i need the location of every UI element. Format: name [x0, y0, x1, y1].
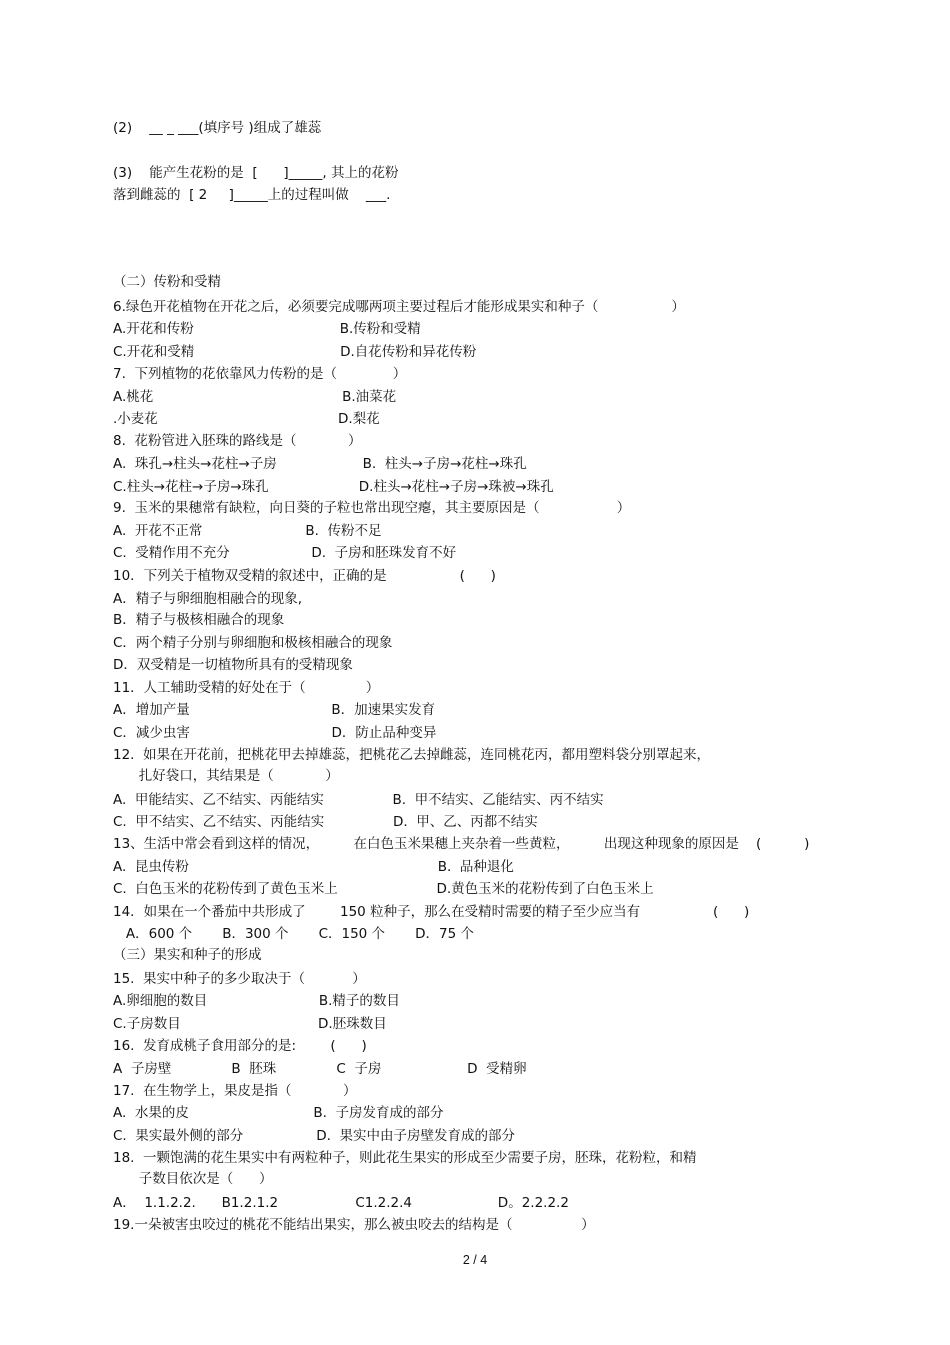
- question-13-stem: 13、生活中常会看到这样的情况， 在白色玉米果穗上夹杂着一些黄粒， 出现这种现象的原因是 ( ): [113, 836, 810, 852]
- question-12-options-ab: A. 甲能结实、乙不结实、丙能结实 B. 甲不结实、乙能结实、丙不结实: [113, 792, 604, 808]
- question-10-stem: 10．下列关于植物双受精的叙述中，正确的是 ( ): [113, 568, 496, 584]
- question-19-stem: 19.一朵被害虫咬过的桃花不能结出果实，那么被虫咬去的结构是（ ）: [113, 1217, 595, 1233]
- section-heading-pollination: （二）传粉和受精: [113, 274, 221, 290]
- question-9-stem: 9. 玉米的果穗常有缺粒，向日葵的子粒也常出现空瘪，其主要原因是（ ）: [113, 500, 631, 516]
- question-18-stem-line-2: 子数目依次是（ ）: [113, 1171, 273, 1187]
- question-7-stem: 7. 下列植物的花依靠风力传粉的是（ ）: [113, 366, 407, 382]
- question-12-stem-line-2: 扎好袋口，其结果是（ ）: [113, 768, 339, 784]
- question-6-options-cd: C.开花和受精 D.自花传粉和异花传粉: [113, 344, 477, 360]
- question-15-options-ab: A.卵细胞的数目 B.精子的数目: [113, 993, 400, 1009]
- section-heading-fruit-seed: （三）果实和种子的形成: [113, 947, 262, 963]
- question-8-stem: 8. 花粉管进入胚珠的路线是（ ）: [113, 433, 362, 449]
- question-6-stem: 6.绿色开花植物在开花之后，必须要完成哪两项主要过程后才能形成果实和种子（ ）: [113, 299, 685, 315]
- question-17-stem: 17. 在生物学上，果皮是指（ ）: [113, 1083, 357, 1099]
- question-11-stem: 11．人工辅助受精的好处在于（ ）: [113, 680, 380, 696]
- question-10-option-d: D．双受精是一切植物所具有的受精现象: [113, 657, 353, 673]
- question-11-options-ab: A．增加产量 B．加速果实发育: [113, 702, 436, 718]
- question-8-options-ab: A. 珠孔→柱头→花柱→子房 B. 柱头→子房→花柱→珠孔: [113, 456, 527, 472]
- question-15-stem: 15. 果实中种子的多少取决于（ ）: [113, 971, 366, 987]
- question-16-options: A 子房壁 B 胚珠 C 子房 D 受精卵: [113, 1061, 527, 1077]
- question-18-stem-line-1: 18. 一颗饱满的花生果实中有两粒种子，则此花生果实的形成至少需要子房，胚珠，花粉粒，和精: [113, 1150, 697, 1166]
- question-10-option-b: B．精子与极核相融合的现象: [113, 612, 285, 628]
- question-14-stem: 14．如果在一个番茄中共形成了 150 粒种子，那么在受精时需要的精子至少应当有 ( ): [113, 904, 750, 920]
- question-7-options-ab: A.桃花 B.油菜花: [113, 389, 397, 405]
- question-13-options-cd: C. 白色玉米的花粉传到了黄色玉米上 D.黄色玉米的花粉传到了白色玉米上: [113, 881, 654, 897]
- question-18-options: A． 1.1.2.2. B1.2.1.2 C1.2.2.4 D。2.2.2.2: [113, 1195, 569, 1211]
- question-8-options-cd: C.柱头→花柱→子房→珠孔 D.柱头→花柱→子房→珠被→珠孔: [113, 479, 554, 495]
- question-13-options-ab: A. 昆虫传粉 B. 品种退化: [113, 859, 514, 875]
- page-number: 2 / 4: [462, 1253, 488, 1267]
- question-14-options: A．600 个 B．300 个 C．150 个 D．75 个: [113, 926, 474, 942]
- question-9-options-ab: A. 开花不正常 B. 传粉不足: [113, 523, 382, 539]
- question-3-line-2: 落到雌蕊的 [ 2 ]_____上的过程叫做 ___.: [113, 187, 391, 203]
- question-12-options-cd: C. 甲不结实、乙不结实、丙能结实 D. 甲、乙、丙都不结实: [113, 814, 538, 830]
- question-7-options-cd: .小麦花 D.梨花: [113, 411, 380, 427]
- question-12-stem-line-1: 12. 如果在开花前，把桃花甲去掉雄蕊，把桃花乙去掉雌蕊，连同桃花丙，都用塑料袋分别罩起来，: [113, 747, 711, 763]
- question-6-options-ab: A.开花和传粉 B.传粉和受精: [113, 321, 421, 337]
- question-17-options-ab: A. 水果的皮 B. 子房发育成的部分: [113, 1105, 444, 1121]
- question-3-line-1: (3) 能产生花粉的是 [ ]_____, 其上的花粉: [113, 165, 399, 181]
- question-10-option-c: C．两个精子分别与卵细胞和极核相融合的现象: [113, 635, 393, 651]
- question-10-option-a: A．精子与卵细胞相融合的现象,: [113, 591, 303, 607]
- question-9-options-cd: C. 受精作用不充分 D. 子房和胚珠发育不好: [113, 545, 457, 561]
- question-16-stem: 16. 发育成桃子食用部分的是: ( ): [113, 1038, 367, 1054]
- question-11-options-cd: C．减少虫害 D．防止品种变异: [113, 725, 437, 741]
- question-17-options-cd: C. 果实最外侧的部分 D. 果实中由子房壁发育成的部分: [113, 1128, 516, 1144]
- question-2-text: (2) __ _ ___(填序号 )组成了雄蕊: [113, 120, 322, 136]
- question-15-options-cd: C.子房数目 D.胚珠数目: [113, 1016, 387, 1032]
